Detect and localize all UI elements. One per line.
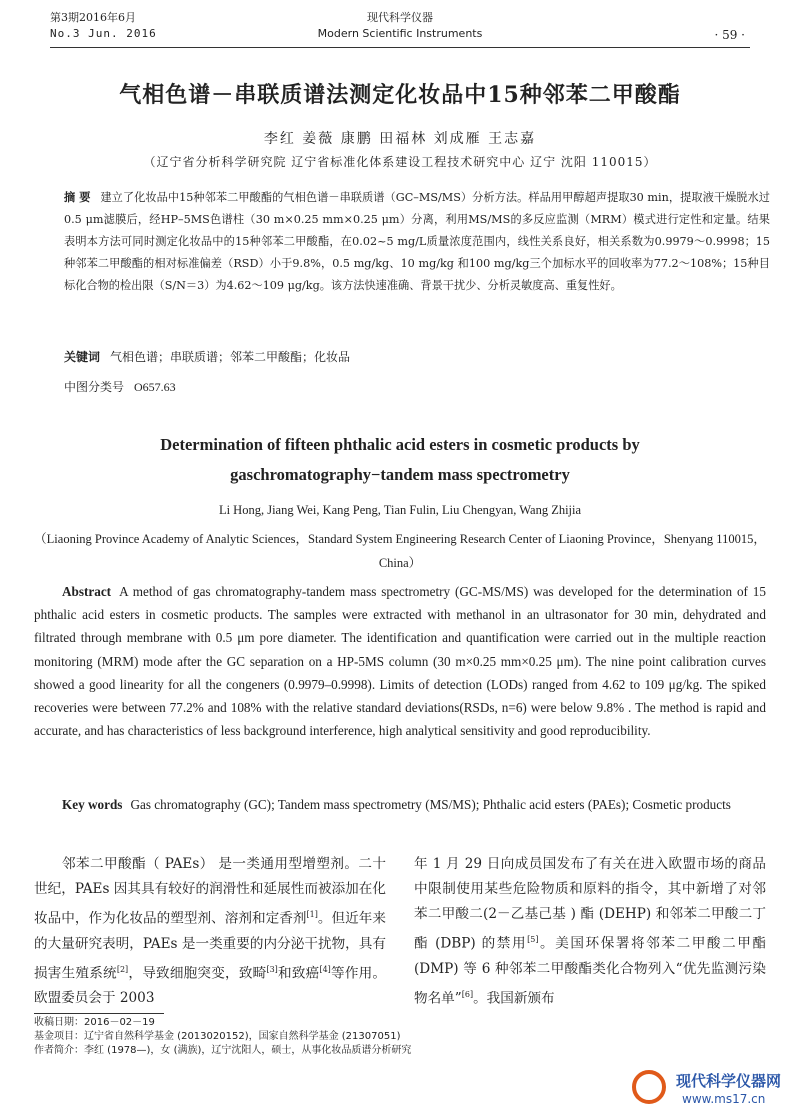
citation[interactable]: [5] <box>527 935 539 944</box>
watermark-name: 现代科学仪器网 <box>676 1072 782 1090</box>
chinese-affiliation: （辽宁省分析科学研究院 辽宁省标准化体系建设工程技术研究中心 辽宁 沈阳 110015） <box>143 155 657 169</box>
body-text: ，导致细胞突变，致畸 <box>128 965 267 982</box>
body-text: 。美国环保署将邻苯二甲酸二甲酯 (DMP) 等 6 种邻苯二甲酸酯类化合物列入“优先监测污染物名单” <box>414 935 767 1007</box>
header-rule <box>50 47 750 48</box>
watermark <box>632 1068 792 1112</box>
footnote-author: 作者简介：李红 (1978—)，女 (满族)，辽宁沈阳人，硕士，从事化妆品质谱分析研究 <box>34 1045 412 1056</box>
footnote-rule <box>34 1013 164 1014</box>
footnote-fund: 基金项目：辽宁省自然科学基金 (2013020152)，国家自然科学基金 (21307051) <box>34 1031 401 1042</box>
chinese-title: 气相色谱－串联质谱法测定化妆品中15种邻苯二甲酸酯 <box>119 82 681 108</box>
english-title-line2: gaschromatography−tandem mass spectrometry <box>230 465 570 484</box>
citation[interactable]: [4] <box>319 964 331 974</box>
chinese-abstract-label: 摘 要 <box>64 190 91 204</box>
footnote-received: 收稿日期：2016－02－19 <box>34 1017 155 1028</box>
body-text: 等作用。欧盟委员会于 2003 <box>34 965 387 1007</box>
footnotes <box>34 1016 411 1058</box>
running-header-journal <box>0 10 800 42</box>
issue-cn: 第3期2016年6月 <box>50 11 136 24</box>
english-keywords <box>34 793 766 816</box>
english-abstract <box>34 580 766 742</box>
citation[interactable]: [6] <box>461 989 474 999</box>
body-text: 。我国新颁布 <box>473 990 555 1007</box>
chinese-abstract-text: 建立了化妆品中15种邻苯二甲酸酯的气相色谱－串联质谱（GC–MS/MS）分析方法。样品用甲醇超声提取30 min，提取液干燥脱水过0.5 μm滤膜后，经HP–5MS色谱柱（30 m×0.25 mm×0.25 μm）分离，利用MS/MS的多反应监测（MRM）模式进行定性和定量。结果表明本方法可同时测定化妆品中的15种邻苯二甲酸酯，在0.02~5 mg/L质量浓度范围内，线性关系良好，相关系数为0.9979～0.9998；15种邻苯二甲酸酯的相对标准偏差（RSD）小于9.8%，0.5 mg/kg、10 mg/kg 和100 mg/kg三个加标水平的回收率为77.2～108%；15种目标化合物的检出限（S/N＝3）为4.62～109 μg/kg。该方法快速准确、背景干扰少、分析灵敏度高、重复性好。 <box>64 191 770 292</box>
classification-label: 中图分类号 <box>64 380 125 394</box>
chinese-abstract <box>64 186 770 297</box>
body-column-left <box>34 852 386 1011</box>
chinese-keywords-label: 关键词 <box>64 350 101 364</box>
journal-en: Modern Scientific Instruments <box>317 27 483 40</box>
chinese-keywords <box>64 347 770 367</box>
english-abstract-text: A method of gas chromatography-tandem mass spectrometry (GC-MS/MS) was developed for the determination of 15 phthalic acid esters in cosmetic products. The samples were extracted with methanol in an ultrasonator for 30 min, dehydrated and filtrated through membrane with 0.5 μm pore diameter. The identification and quantification were carried out in the multiple reaction monitoring (MRM) mode after the GC separation on a HP-5MS column (30 m×0.25 mm×0.25 μm). The nine point calibration curves showed a good linearity for all the congeners (0.9979–0.9998). Limits of detection (LODs) ranged from 4.62 to 109 μg/kg. The spiked recoveries were between 77.2% and 108% with the relative standard deviations(RSDs, n=6) were below 9.8% . The method is rapid and accurate, and has characteristics of less background interference, high analytical sensitivity and good reproducibility. <box>34 584 766 739</box>
citation[interactable]: [3] <box>266 964 278 974</box>
english-title-line1: Determination of fifteen phthalic acid esters in cosmetic products by <box>160 435 640 454</box>
page-number: · 59 · <box>714 28 745 42</box>
chinese-classification <box>64 377 176 397</box>
body-column-right <box>414 852 766 1011</box>
citation[interactable]: [1] <box>306 910 318 919</box>
watermark-url: www.ms17.cn <box>682 1092 766 1106</box>
body-text: 年 1 月 29 日向成员国发布了有关在进入欧盟市场的商品中限制使用某些危险物质和原料的指令，其中新增了对邻苯二甲酸二(2－乙基己基 ) 酯 (DEHP) 和邻苯二甲酸二丁酯 (DBP) 的禁用 <box>414 856 766 952</box>
chinese-authors: 李红 姜薇 康鹏 田福林 刘成雁 王志嘉 <box>263 131 537 147</box>
citation[interactable]: [2] <box>116 964 129 974</box>
classification-code: O657.63 <box>134 380 176 394</box>
issue-en: No.3 Jun. 2016 <box>50 27 157 40</box>
body-text: 。但近年来的大量研究表明，PAEs 是一类重要的内分泌干扰物，具有损害生殖系统 <box>34 910 387 982</box>
english-title <box>0 430 800 490</box>
chinese-keywords-text: 气相色谱；串联质谱；邻苯二甲酸酯；化妆品 <box>110 350 351 364</box>
english-keywords-label: Key words <box>62 797 123 812</box>
english-abstract-label: Abstract <box>62 584 112 599</box>
watermark-logo-icon <box>632 1070 666 1104</box>
english-keywords-text: Gas chromatography (GC); Tandem mass spectrometry (MS/MS); Phthalic acid esters (PAEs); Cosmetic products <box>130 797 731 812</box>
english-authors: Li Hong, Jiang Wei, Kang Peng, Tian Fulin, Liu Chengyan, Wang Zhijia <box>218 503 582 517</box>
body-text: 邻苯二甲酸酯（ PAEs） 是一类通用型增塑剂。二十世纪，PAEs 因其具有较好的润滑性和延展性而被添加在化妆品中，作为化妆品的塑型剂、溶剂和定香剂 <box>34 856 386 927</box>
english-affiliation: （Liaoning Province Academy of Analytic Sciences，Standard System Engineering Research Center of Liaoning Province，Shenyang 110015，China） <box>34 532 766 570</box>
body-text: 和致癌 <box>277 965 320 982</box>
journal-cn: 现代科学仪器 <box>367 11 433 24</box>
